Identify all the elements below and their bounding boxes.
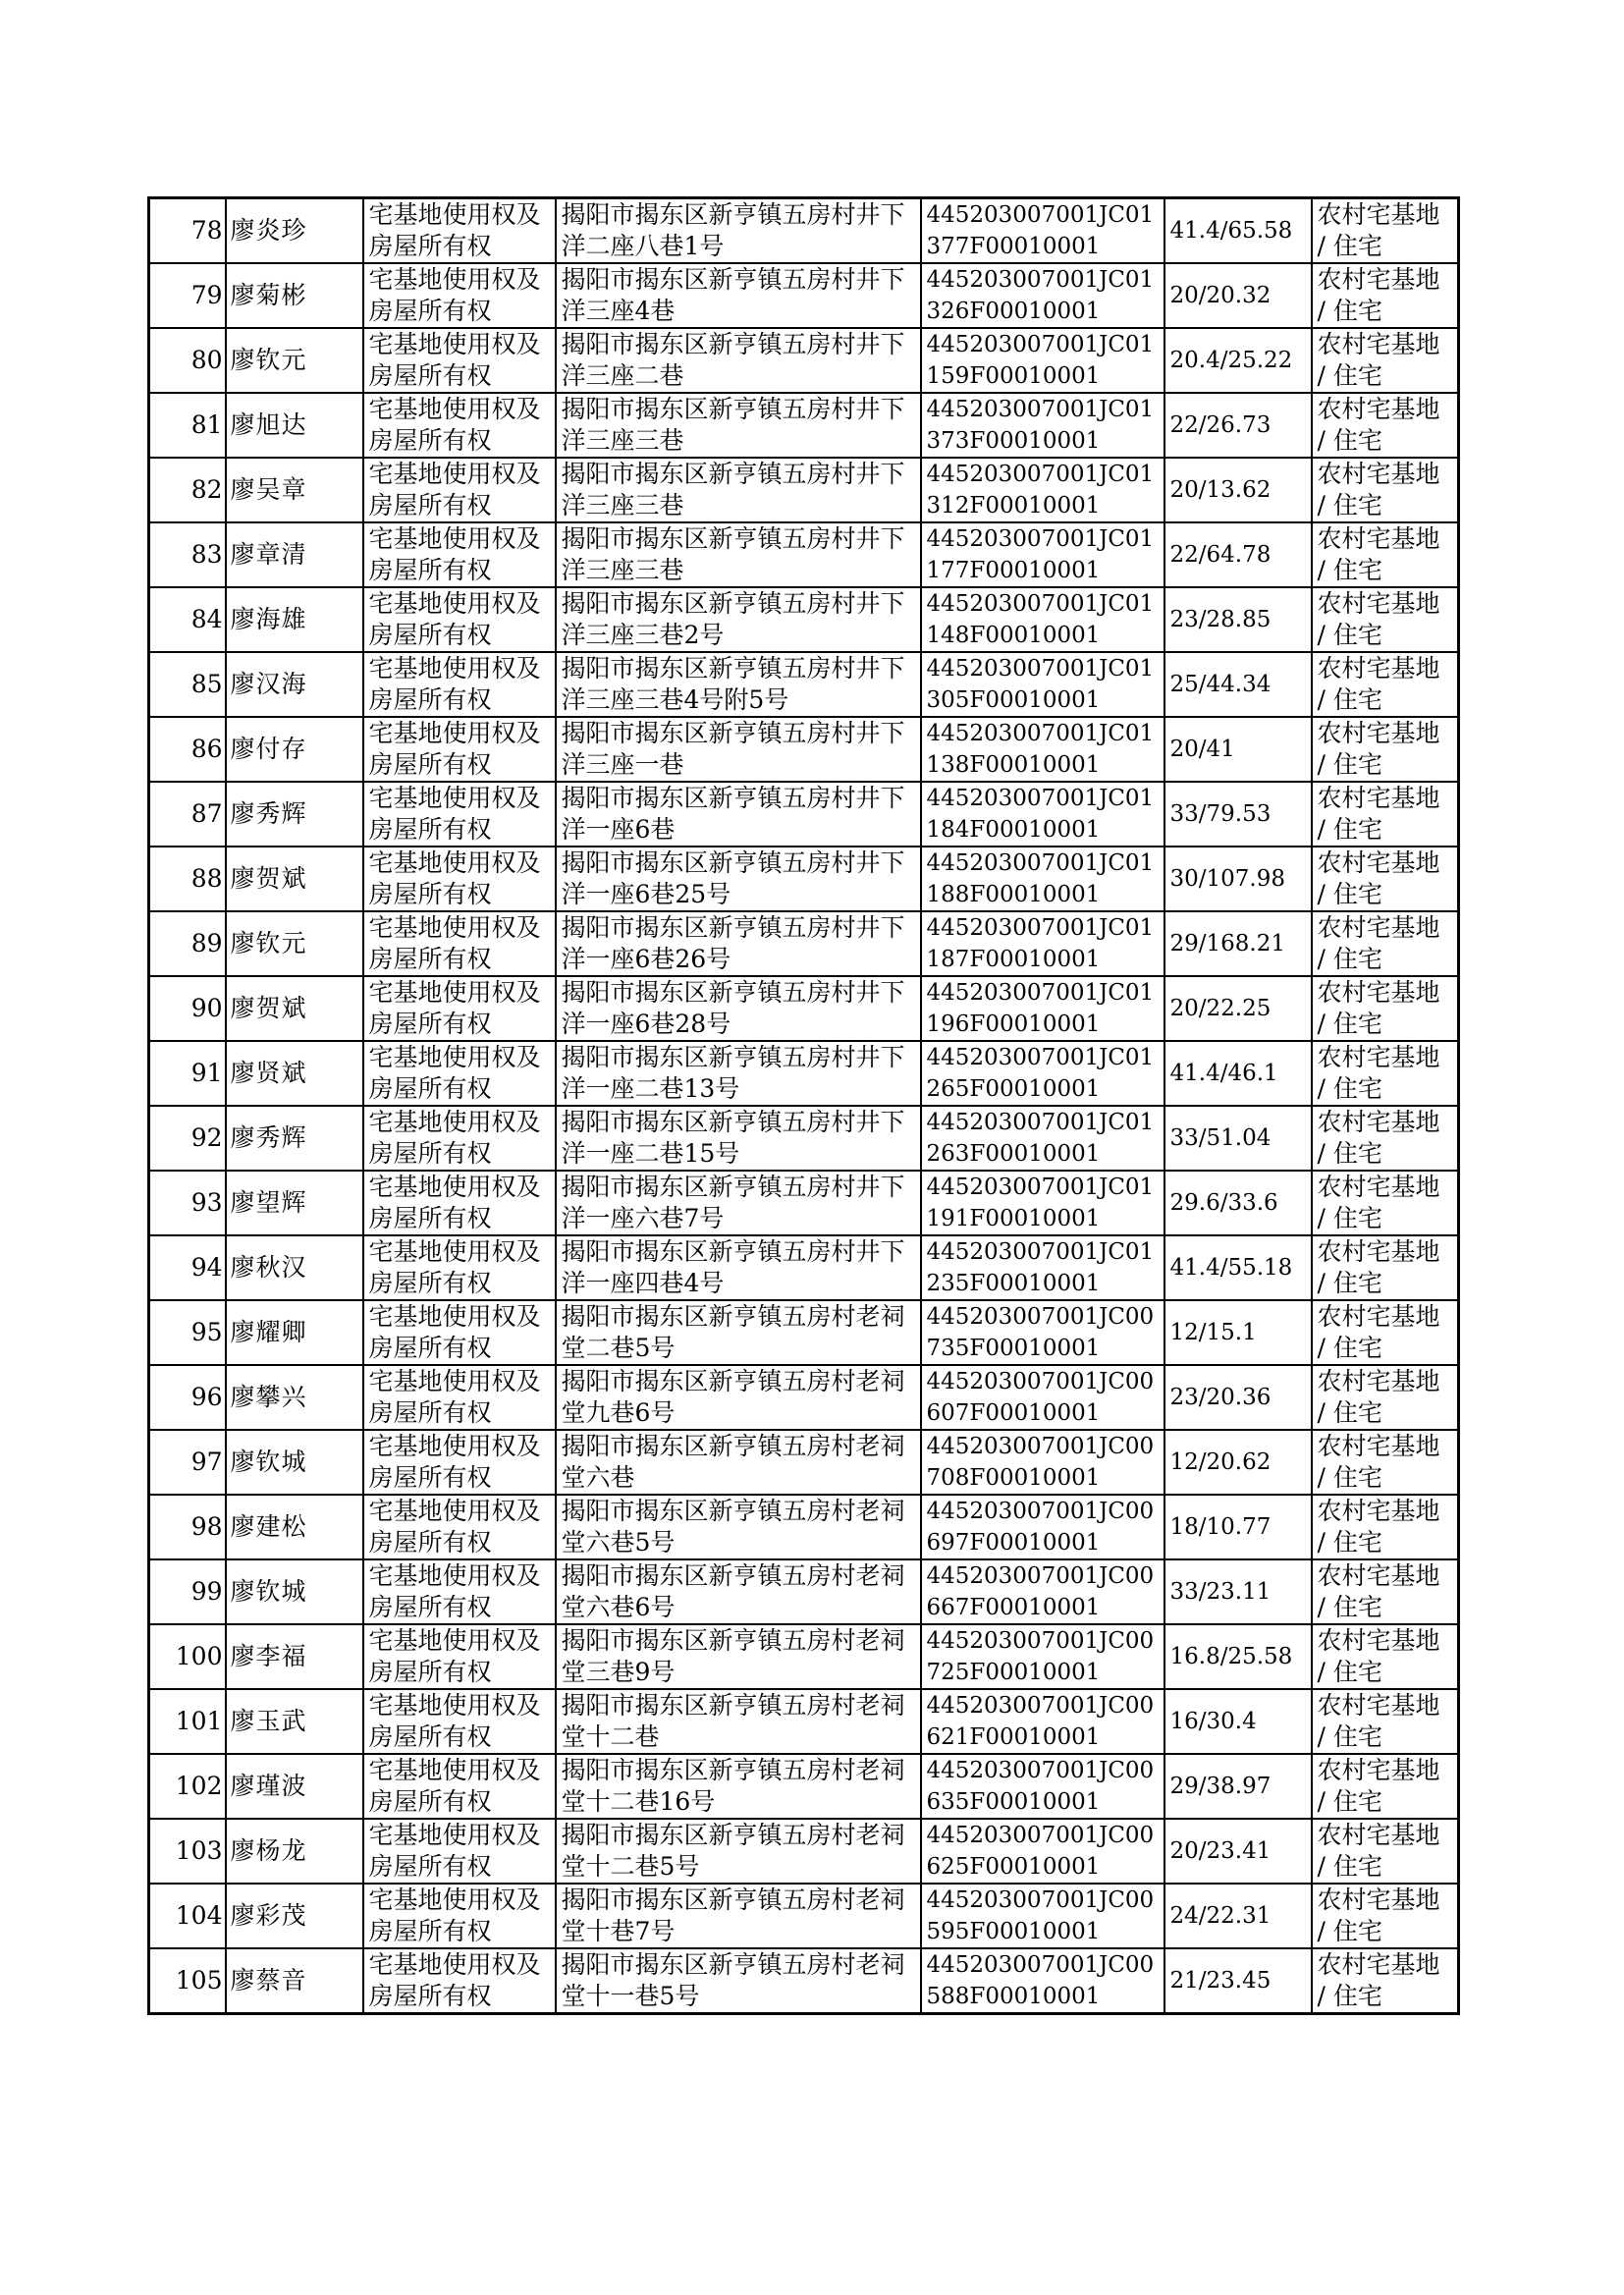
area-value: 33/51.04 — [1164, 1106, 1312, 1171]
unit-code: 445203007001JC01263F00010001 — [921, 1106, 1164, 1171]
owner-name: 廖瑾波 — [226, 1754, 363, 1819]
property-register-table — [147, 196, 1460, 2015]
area-value: 20/20.32 — [1164, 263, 1312, 328]
area-value: 41.4/65.58 — [1164, 198, 1312, 264]
property-location: 揭阳市揭东区新亨镇五房村井下洋三座4巷 — [556, 263, 921, 328]
land-use: 农村宅基地 / 住宅 — [1312, 587, 1459, 652]
land-use: 农村宅基地 / 住宅 — [1312, 1365, 1459, 1430]
table-row — [149, 1365, 1459, 1430]
owner-name: 廖钦城 — [226, 1559, 363, 1624]
property-location: 揭阳市揭东区新亨镇五房村老祠堂十一巷5号 — [556, 1948, 921, 2014]
table-row — [149, 587, 1459, 652]
area-value: 21/23.45 — [1164, 1948, 1312, 2014]
row-number: 87 — [149, 782, 226, 847]
owner-name: 廖炎珍 — [226, 198, 363, 264]
owner-name: 廖旭达 — [226, 393, 363, 458]
row-number: 96 — [149, 1365, 226, 1430]
owner-name: 廖海雄 — [226, 587, 363, 652]
property-location: 揭阳市揭东区新亨镇五房村老祠堂十二巷16号 — [556, 1754, 921, 1819]
row-number: 102 — [149, 1754, 226, 1819]
property-location: 揭阳市揭东区新亨镇五房村井下洋二座八巷1号 — [556, 198, 921, 264]
property-location: 揭阳市揭东区新亨镇五房村井下洋三座二巷 — [556, 328, 921, 393]
right-type: 宅基地使用权及房屋所有权 — [363, 458, 556, 522]
unit-code: 445203007001JC01191F00010001 — [921, 1171, 1164, 1235]
land-use: 农村宅基地 / 住宅 — [1312, 1624, 1459, 1689]
right-type: 宅基地使用权及房屋所有权 — [363, 1948, 556, 2014]
row-number: 83 — [149, 522, 226, 587]
owner-name: 廖贺斌 — [226, 847, 363, 911]
unit-code: 445203007001JC01235F00010001 — [921, 1235, 1164, 1300]
area-value: 33/23.11 — [1164, 1559, 1312, 1624]
owner-name: 廖吴章 — [226, 458, 363, 522]
owner-name: 廖望辉 — [226, 1171, 363, 1235]
register-body — [149, 198, 1459, 2014]
row-number: 93 — [149, 1171, 226, 1235]
table-row — [149, 1559, 1459, 1624]
right-type: 宅基地使用权及房屋所有权 — [363, 652, 556, 717]
unit-code: 445203007001JC00595F00010001 — [921, 1884, 1164, 1948]
land-use: 农村宅基地 / 住宅 — [1312, 1819, 1459, 1884]
row-number: 98 — [149, 1495, 226, 1559]
land-use: 农村宅基地 / 住宅 — [1312, 1300, 1459, 1365]
owner-name: 廖汉海 — [226, 652, 363, 717]
area-value: 12/20.62 — [1164, 1430, 1312, 1495]
unit-code: 445203007001JC00697F00010001 — [921, 1495, 1164, 1559]
owner-name: 廖建松 — [226, 1495, 363, 1559]
right-type: 宅基地使用权及房屋所有权 — [363, 1235, 556, 1300]
area-value: 16.8/25.58 — [1164, 1624, 1312, 1689]
unit-code: 445203007001JC01187F00010001 — [921, 911, 1164, 976]
unit-code: 445203007001JC01305F00010001 — [921, 652, 1164, 717]
row-number: 82 — [149, 458, 226, 522]
property-location: 揭阳市揭东区新亨镇五房村井下洋一座四巷4号 — [556, 1235, 921, 1300]
land-use: 农村宅基地 / 住宅 — [1312, 328, 1459, 393]
row-number: 97 — [149, 1430, 226, 1495]
owner-name: 廖钦元 — [226, 328, 363, 393]
right-type: 宅基地使用权及房屋所有权 — [363, 1559, 556, 1624]
right-type: 宅基地使用权及房屋所有权 — [363, 1041, 556, 1106]
land-use: 农村宅基地 / 住宅 — [1312, 198, 1459, 264]
table-row — [149, 1300, 1459, 1365]
table-row — [149, 1819, 1459, 1884]
unit-code: 445203007001JC00725F00010001 — [921, 1624, 1164, 1689]
table-row — [149, 328, 1459, 393]
row-number: 99 — [149, 1559, 226, 1624]
land-use: 农村宅基地 / 住宅 — [1312, 1559, 1459, 1624]
property-location: 揭阳市揭东区新亨镇五房村井下洋三座三巷 — [556, 458, 921, 522]
owner-name: 廖钦城 — [226, 1430, 363, 1495]
row-number: 86 — [149, 717, 226, 782]
area-value: 20/22.25 — [1164, 976, 1312, 1041]
right-type: 宅基地使用权及房屋所有权 — [363, 1884, 556, 1948]
property-location: 揭阳市揭东区新亨镇五房村老祠堂六巷 — [556, 1430, 921, 1495]
land-use: 农村宅基地 / 住宅 — [1312, 1171, 1459, 1235]
unit-code: 445203007001JC01184F00010001 — [921, 782, 1164, 847]
owner-name: 廖贤斌 — [226, 1041, 363, 1106]
land-use: 农村宅基地 / 住宅 — [1312, 1235, 1459, 1300]
table-row — [149, 393, 1459, 458]
property-location: 揭阳市揭东区新亨镇五房村老祠堂二巷5号 — [556, 1300, 921, 1365]
owner-name: 廖付存 — [226, 717, 363, 782]
right-type: 宅基地使用权及房屋所有权 — [363, 1106, 556, 1171]
table-row — [149, 1235, 1459, 1300]
land-use: 农村宅基地 / 住宅 — [1312, 1754, 1459, 1819]
row-number: 90 — [149, 976, 226, 1041]
property-location: 揭阳市揭东区新亨镇五房村井下洋一座二巷13号 — [556, 1041, 921, 1106]
property-location: 揭阳市揭东区新亨镇五房村井下洋三座三巷2号 — [556, 587, 921, 652]
unit-code: 445203007001JC01265F00010001 — [921, 1041, 1164, 1106]
property-location: 揭阳市揭东区新亨镇五房村井下洋一座6巷25号 — [556, 847, 921, 911]
land-use: 农村宅基地 / 住宅 — [1312, 393, 1459, 458]
unit-code: 445203007001JC01312F00010001 — [921, 458, 1164, 522]
unit-code: 445203007001JC00607F00010001 — [921, 1365, 1164, 1430]
row-number: 104 — [149, 1884, 226, 1948]
unit-code: 445203007001JC01326F00010001 — [921, 263, 1164, 328]
area-value: 23/28.85 — [1164, 587, 1312, 652]
land-use: 农村宅基地 / 住宅 — [1312, 263, 1459, 328]
property-location: 揭阳市揭东区新亨镇五房村井下洋三座一巷 — [556, 717, 921, 782]
owner-name: 廖钦元 — [226, 911, 363, 976]
right-type: 宅基地使用权及房屋所有权 — [363, 522, 556, 587]
unit-code: 445203007001JC01188F00010001 — [921, 847, 1164, 911]
row-number: 81 — [149, 393, 226, 458]
area-value: 33/79.53 — [1164, 782, 1312, 847]
unit-code: 445203007001JC01159F00010001 — [921, 328, 1164, 393]
table-row — [149, 1106, 1459, 1171]
area-value: 29/168.21 — [1164, 911, 1312, 976]
property-location: 揭阳市揭东区新亨镇五房村老祠堂十巷7号 — [556, 1884, 921, 1948]
unit-code: 445203007001JC01196F00010001 — [921, 976, 1164, 1041]
right-type: 宅基地使用权及房屋所有权 — [363, 976, 556, 1041]
table-row — [149, 1171, 1459, 1235]
table-row — [149, 717, 1459, 782]
row-number: 85 — [149, 652, 226, 717]
property-location: 揭阳市揭东区新亨镇五房村井下洋一座6巷28号 — [556, 976, 921, 1041]
unit-code: 445203007001JC00735F00010001 — [921, 1300, 1164, 1365]
owner-name: 廖蔡音 — [226, 1948, 363, 2014]
property-location: 揭阳市揭东区新亨镇五房村老祠堂三巷9号 — [556, 1624, 921, 1689]
right-type: 宅基地使用权及房屋所有权 — [363, 198, 556, 264]
right-type: 宅基地使用权及房屋所有权 — [363, 1430, 556, 1495]
unit-code: 445203007001JC00621F00010001 — [921, 1689, 1164, 1754]
row-number: 80 — [149, 328, 226, 393]
table-row — [149, 1754, 1459, 1819]
row-number: 84 — [149, 587, 226, 652]
right-type: 宅基地使用权及房屋所有权 — [363, 393, 556, 458]
row-number: 78 — [149, 198, 226, 264]
right-type: 宅基地使用权及房屋所有权 — [363, 1300, 556, 1365]
area-value: 20.4/25.22 — [1164, 328, 1312, 393]
owner-name: 廖贺斌 — [226, 976, 363, 1041]
right-type: 宅基地使用权及房屋所有权 — [363, 1754, 556, 1819]
property-location: 揭阳市揭东区新亨镇五房村老祠堂十二巷5号 — [556, 1819, 921, 1884]
unit-code: 445203007001JC01177F00010001 — [921, 522, 1164, 587]
owner-name: 廖攀兴 — [226, 1365, 363, 1430]
property-location: 揭阳市揭东区新亨镇五房村井下洋一座二巷15号 — [556, 1106, 921, 1171]
area-value: 30/107.98 — [1164, 847, 1312, 911]
row-number: 94 — [149, 1235, 226, 1300]
land-use: 农村宅基地 / 住宅 — [1312, 1884, 1459, 1948]
unit-code: 445203007001JC01148F00010001 — [921, 587, 1164, 652]
property-location: 揭阳市揭东区新亨镇五房村老祠堂十二巷 — [556, 1689, 921, 1754]
table-row — [149, 458, 1459, 522]
area-value: 41.4/55.18 — [1164, 1235, 1312, 1300]
row-number: 88 — [149, 847, 226, 911]
table-row — [149, 1948, 1459, 2014]
table-row — [149, 911, 1459, 976]
right-type: 宅基地使用权及房屋所有权 — [363, 1171, 556, 1235]
land-use: 农村宅基地 / 住宅 — [1312, 847, 1459, 911]
table-row — [149, 1624, 1459, 1689]
unit-code: 445203007001JC00635F00010001 — [921, 1754, 1164, 1819]
row-number: 103 — [149, 1819, 226, 1884]
area-value: 12/15.1 — [1164, 1300, 1312, 1365]
property-location: 揭阳市揭东区新亨镇五房村老祠堂六巷5号 — [556, 1495, 921, 1559]
right-type: 宅基地使用权及房屋所有权 — [363, 717, 556, 782]
table-row — [149, 847, 1459, 911]
row-number: 105 — [149, 1948, 226, 2014]
right-type: 宅基地使用权及房屋所有权 — [363, 911, 556, 976]
owner-name: 廖菊彬 — [226, 263, 363, 328]
land-use: 农村宅基地 / 住宅 — [1312, 522, 1459, 587]
land-use: 农村宅基地 / 住宅 — [1312, 976, 1459, 1041]
area-value: 29.6/33.6 — [1164, 1171, 1312, 1235]
owner-name: 廖秋汉 — [226, 1235, 363, 1300]
property-location: 揭阳市揭东区新亨镇五房村井下洋一座6巷 — [556, 782, 921, 847]
area-value: 22/26.73 — [1164, 393, 1312, 458]
area-value: 18/10.77 — [1164, 1495, 1312, 1559]
unit-code: 445203007001JC01373F00010001 — [921, 393, 1164, 458]
right-type: 宅基地使用权及房屋所有权 — [363, 263, 556, 328]
right-type: 宅基地使用权及房屋所有权 — [363, 782, 556, 847]
owner-name: 廖李福 — [226, 1624, 363, 1689]
right-type: 宅基地使用权及房屋所有权 — [363, 1624, 556, 1689]
row-number: 100 — [149, 1624, 226, 1689]
right-type: 宅基地使用权及房屋所有权 — [363, 1819, 556, 1884]
owner-name: 廖章清 — [226, 522, 363, 587]
property-location: 揭阳市揭东区新亨镇五房村井下洋三座三巷 — [556, 522, 921, 587]
area-value: 25/44.34 — [1164, 652, 1312, 717]
owner-name: 廖秀辉 — [226, 1106, 363, 1171]
table-row — [149, 263, 1459, 328]
owner-name: 廖彩茂 — [226, 1884, 363, 1948]
table-row — [149, 1689, 1459, 1754]
land-use: 农村宅基地 / 住宅 — [1312, 1041, 1459, 1106]
row-number: 91 — [149, 1041, 226, 1106]
table-row — [149, 1041, 1459, 1106]
table-row — [149, 652, 1459, 717]
table-row — [149, 522, 1459, 587]
area-value: 29/38.97 — [1164, 1754, 1312, 1819]
table-row — [149, 1430, 1459, 1495]
property-location: 揭阳市揭东区新亨镇五房村井下洋一座六巷7号 — [556, 1171, 921, 1235]
table-row — [149, 198, 1459, 264]
land-use: 农村宅基地 / 住宅 — [1312, 1495, 1459, 1559]
property-location: 揭阳市揭东区新亨镇五房村井下洋三座三巷4号附5号 — [556, 652, 921, 717]
right-type: 宅基地使用权及房屋所有权 — [363, 328, 556, 393]
owner-name: 廖耀卿 — [226, 1300, 363, 1365]
right-type: 宅基地使用权及房屋所有权 — [363, 1495, 556, 1559]
owner-name: 廖杨龙 — [226, 1819, 363, 1884]
land-use: 农村宅基地 / 住宅 — [1312, 717, 1459, 782]
area-value: 20/13.62 — [1164, 458, 1312, 522]
table-row — [149, 1495, 1459, 1559]
owner-name: 廖秀辉 — [226, 782, 363, 847]
row-number: 101 — [149, 1689, 226, 1754]
area-value: 41.4/46.1 — [1164, 1041, 1312, 1106]
unit-code: 445203007001JC01138F00010001 — [921, 717, 1164, 782]
land-use: 农村宅基地 / 住宅 — [1312, 1948, 1459, 2014]
row-number: 79 — [149, 263, 226, 328]
unit-code: 445203007001JC00667F00010001 — [921, 1559, 1164, 1624]
row-number: 95 — [149, 1300, 226, 1365]
property-location: 揭阳市揭东区新亨镇五房村老祠堂九巷6号 — [556, 1365, 921, 1430]
right-type: 宅基地使用权及房屋所有权 — [363, 587, 556, 652]
unit-code: 445203007001JC00708F00010001 — [921, 1430, 1164, 1495]
table-row — [149, 976, 1459, 1041]
table-row — [149, 1884, 1459, 1948]
area-value: 20/23.41 — [1164, 1819, 1312, 1884]
owner-name: 廖玉武 — [226, 1689, 363, 1754]
row-number: 89 — [149, 911, 226, 976]
land-use: 农村宅基地 / 住宅 — [1312, 782, 1459, 847]
land-use: 农村宅基地 / 住宅 — [1312, 1106, 1459, 1171]
property-location: 揭阳市揭东区新亨镇五房村井下洋一座6巷26号 — [556, 911, 921, 976]
row-number: 92 — [149, 1106, 226, 1171]
land-use: 农村宅基地 / 住宅 — [1312, 652, 1459, 717]
area-value: 23/20.36 — [1164, 1365, 1312, 1430]
land-use: 农村宅基地 / 住宅 — [1312, 1689, 1459, 1754]
table-row — [149, 782, 1459, 847]
unit-code: 445203007001JC00588F00010001 — [921, 1948, 1164, 2014]
area-value: 20/41 — [1164, 717, 1312, 782]
property-location: 揭阳市揭东区新亨镇五房村井下洋三座三巷 — [556, 393, 921, 458]
area-value: 16/30.4 — [1164, 1689, 1312, 1754]
property-location: 揭阳市揭东区新亨镇五房村老祠堂六巷6号 — [556, 1559, 921, 1624]
area-value: 22/64.78 — [1164, 522, 1312, 587]
unit-code: 445203007001JC01377F00010001 — [921, 198, 1164, 264]
right-type: 宅基地使用权及房屋所有权 — [363, 847, 556, 911]
area-value: 24/22.31 — [1164, 1884, 1312, 1948]
land-use: 农村宅基地 / 住宅 — [1312, 911, 1459, 976]
right-type: 宅基地使用权及房屋所有权 — [363, 1365, 556, 1430]
land-use: 农村宅基地 / 住宅 — [1312, 1430, 1459, 1495]
land-use: 农村宅基地 / 住宅 — [1312, 458, 1459, 522]
right-type: 宅基地使用权及房屋所有权 — [363, 1689, 556, 1754]
unit-code: 445203007001JC00625F00010001 — [921, 1819, 1164, 1884]
